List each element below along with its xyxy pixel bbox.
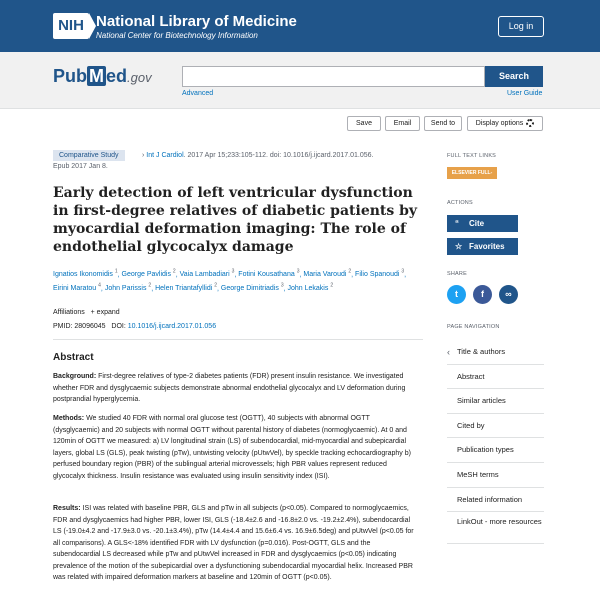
author[interactable] [287, 282, 334, 293]
facebook-icon[interactable]: f [473, 285, 492, 304]
share-label: SHARE [447, 271, 467, 277]
page-nav-item[interactable] [447, 365, 544, 390]
send-to-button[interactable]: Send to [424, 116, 462, 131]
affiliations-toggle[interactable] [53, 309, 120, 316]
cite-button[interactable] [447, 215, 518, 232]
pubmed-logo-ed: ed [106, 66, 128, 86]
author-list: Ignatios Ikonomidis $^1$, George Pavlidis $^2$, Vaia Lambadiari $^3$, Fotini Kousathana $^3$, Maria Varoudi $^2$, Filio Spanoudi $^3$, Eirini Maratou $^4$, John Parissis $^2$, Helen Triantafyllidi $^2$, George Dimitriadis $^3$, John Lekakis $^2$ [53, 269, 407, 293]
author-affiliation-number[interactable]: 3 [296, 269, 300, 275]
gear-icon [526, 119, 534, 127]
article-title: Early detection of left ventricular dysfunction in first-degree relatives of diabetic patients by myocardial deformation imaging: The role of endothelial glycocalyx damage [53, 185, 418, 255]
pubmed-logo[interactable] [53, 66, 152, 87]
search-input[interactable] [182, 66, 485, 87]
page-nav-label: Cited by [457, 420, 485, 430]
author-name[interactable]: George Dimitriadis [220, 285, 279, 293]
author-affiliation-number[interactable]: 2 [348, 269, 352, 275]
nlm-title[interactable]: National Library of Medicine [96, 13, 297, 30]
author[interactable] [355, 271, 404, 278]
author-affiliation-number[interactable]: 3 [280, 282, 284, 289]
main-content [0, 108, 600, 600]
pubmed-logo-gov: .gov [127, 70, 152, 85]
author-name[interactable]: Eirini Maratou [53, 285, 97, 293]
favorites-label: Favorites [469, 242, 505, 251]
page-nav-label: Title & authors [457, 347, 506, 356]
advanced-search-link[interactable]: Advanced [182, 90, 214, 97]
email-button[interactable]: Email [385, 116, 420, 131]
author[interactable] [220, 282, 284, 293]
author-affiliation-number[interactable]: 3 [231, 269, 235, 275]
user-guide-link[interactable]: User Guide [507, 90, 543, 97]
author-affiliation-number[interactable]: 1 [114, 269, 118, 275]
author-name[interactable]: Helen Triantafyllidi [155, 285, 213, 293]
star-icon: ☆ [455, 242, 463, 251]
page-nav-item[interactable] [447, 414, 544, 439]
full-text-links-label: FULL TEXT LINKS [447, 153, 497, 159]
author-affiliation-number[interactable]: 3 [401, 269, 405, 275]
background-text: First-degree relatives of type-2 diabetes patients (FDR) present insulin resistance. We investigated whether FDR and dysglycaemic subjects demonstrate abnormal endothelial glycocalyx and LV deformation during postprandial hyperglycemia. [53, 373, 406, 403]
methods-text: We studied 40 FDR with normal oral glucose test (OGTT), 40 subjects with abnormal OGTT (dysglycaemic) and 20 subjects with normal OGTT without parental history of diabetes (normoglycaemic). At 0 and 120min of OGTT we measured: a) LV longitudinal strain (LS) of subendocardial, mid-myocardial and subepicardial layers, global LS (GLS), peak twisting (pTw), untwisting velocity (pUtwVel), by speckle tracking echocardiography b) perfused boundary region (PBR) of the sublingual arterial microvessels; high PBR values represent reduced glycocalyx thickness. Insulin resistance was evaluated using insulin sensitivity index (ISI). [53, 415, 411, 480]
author-name[interactable]: John Lekakis [287, 285, 329, 293]
pubmed-logo-pub: Pub [53, 66, 87, 86]
ncbi-subtitle: National Center for Biotechnology Information [96, 31, 258, 40]
nih-logo[interactable]: NIH [53, 13, 89, 39]
page-nav-item[interactable] [447, 488, 544, 513]
save-button[interactable]: Save [347, 116, 381, 131]
divider [53, 339, 423, 340]
publication-type-badge[interactable]: Comparative Study [53, 150, 125, 161]
page-navigation [447, 340, 544, 544]
methods-label: Methods: [53, 415, 85, 422]
nih-header [0, 0, 600, 52]
author[interactable] [155, 282, 218, 293]
page-nav-label: Abstract [457, 371, 485, 381]
pmid: PMID: 28096045 [53, 323, 106, 330]
plus-icon: + [90, 309, 95, 316]
actions-label: ACTIONS [447, 200, 473, 206]
author-name[interactable]: Maria Varoudi [303, 271, 347, 279]
page-nav-label: Similar articles [457, 396, 506, 406]
author-affiliation-number[interactable]: 2 [172, 269, 176, 275]
login-button[interactable]: Log in [498, 16, 544, 37]
author-name[interactable]: Filio Spanoudi [355, 271, 400, 279]
abstract-background [53, 371, 418, 406]
doi-label: DOI: [111, 323, 126, 330]
permalink-icon[interactable]: ∞ [499, 285, 518, 304]
page-nav-label: MeSH terms [457, 469, 499, 479]
author-name[interactable]: George Pavlidis [121, 271, 171, 279]
cite-label: Cite [469, 219, 485, 228]
search-button[interactable]: Search [485, 66, 543, 87]
author[interactable] [53, 271, 118, 278]
epub-date: Epub 2017 Jan 8. [53, 163, 108, 170]
affiliations-label: Affiliations [53, 309, 85, 316]
favorites-button[interactable] [447, 238, 518, 255]
author-affiliation-number[interactable]: 4 [98, 282, 101, 289]
page-nav-label: Publication types [457, 445, 514, 455]
twitter-icon[interactable]: t [447, 285, 466, 304]
abstract-heading: Abstract [53, 352, 94, 363]
quote-icon: “ [455, 219, 459, 228]
author-name[interactable]: Fotini Kousathana [238, 271, 295, 279]
author-name[interactable]: Ignatios Ikonomidis [53, 271, 113, 279]
page-navigation-label: PAGE NAVIGATION [447, 324, 500, 330]
abstract-methods [53, 413, 418, 482]
page-nav-label: Related information [457, 494, 523, 504]
author-affiliation-number[interactable]: 2 [148, 282, 152, 289]
display-options-button[interactable] [467, 116, 543, 131]
chevron-right-icon: › [142, 152, 147, 159]
page-nav-label: LinkOut - more resources [457, 517, 542, 527]
elsevier-full-text-link[interactable]: ELSEVIER FULL-TEXT ARTICLE [447, 167, 497, 179]
author[interactable] [122, 271, 176, 278]
author-affiliation-number[interactable]: 2 [330, 282, 334, 289]
author-name[interactable]: Vaia Lambadiari [179, 271, 230, 279]
journal-link[interactable]: Int J Cardiol [146, 152, 184, 159]
article-identifiers [53, 323, 216, 330]
citation-line [142, 150, 422, 162]
abstract-results [53, 503, 418, 584]
author-name[interactable]: John Parissis [104, 285, 147, 293]
page-nav-item[interactable] [447, 389, 544, 414]
results-text: ISI was related with baseline PBR, GLS and pTw in all subjects (p<0.05). Compared to normoglycaemics, FDR and dysglycaemics had higher PBR, lower ISI, GLS (-18.4±2.6 and -16.8±2.0 vs. -19.2±2.4%), subendocardial LS (-19.0±4.2 and -17.9±3.0 vs. -20.1±3.4%), pTw (14.4±4.4 and 15.6±6.4 vs. 16.9±6.5deg) and pUtwVel (p<0.05 for all comparisons). A GLS<-18% identified FDR with LV dysfunction (p=0.016). Post-OGTT, GLS and the subendocardial LS decreased while pTw and pUtwVel increased in FDR and dysglycaemics (p<0.05) indicating prevalence of the motion of the subepicardial over a dysfunctioning subendocardial myocardial helix. Increased PBR was related with impaired deformation markers at baseline and 120min of OGTT (p<0.05). [53, 505, 414, 581]
display-options-label: Display options [475, 120, 524, 127]
author[interactable] [104, 282, 152, 293]
pubmed-logo-m: M [89, 66, 104, 86]
doi-link[interactable]: 10.1016/j.ijcard.2017.01.056 [127, 323, 217, 330]
expand-label: expand [96, 309, 120, 316]
page-nav-item[interactable] [447, 340, 544, 365]
page-nav-item[interactable] [447, 463, 544, 488]
page-nav-item[interactable] [447, 438, 544, 463]
author[interactable] [53, 282, 101, 293]
author[interactable] [180, 271, 235, 278]
results-label: Results: [53, 505, 81, 512]
author[interactable] [238, 271, 299, 278]
author[interactable] [303, 271, 351, 278]
background-label: Background: [53, 373, 97, 380]
search-bar [0, 52, 600, 108]
page-nav-item[interactable] [447, 512, 544, 544]
citation-text: . 2017 Apr 15;233:105-112. doi: 10.1016/j.ijcard.2017.01.056. [183, 152, 374, 159]
author-affiliation-number[interactable]: 2 [214, 282, 218, 289]
chevron-left-icon: ‹ [447, 347, 450, 357]
